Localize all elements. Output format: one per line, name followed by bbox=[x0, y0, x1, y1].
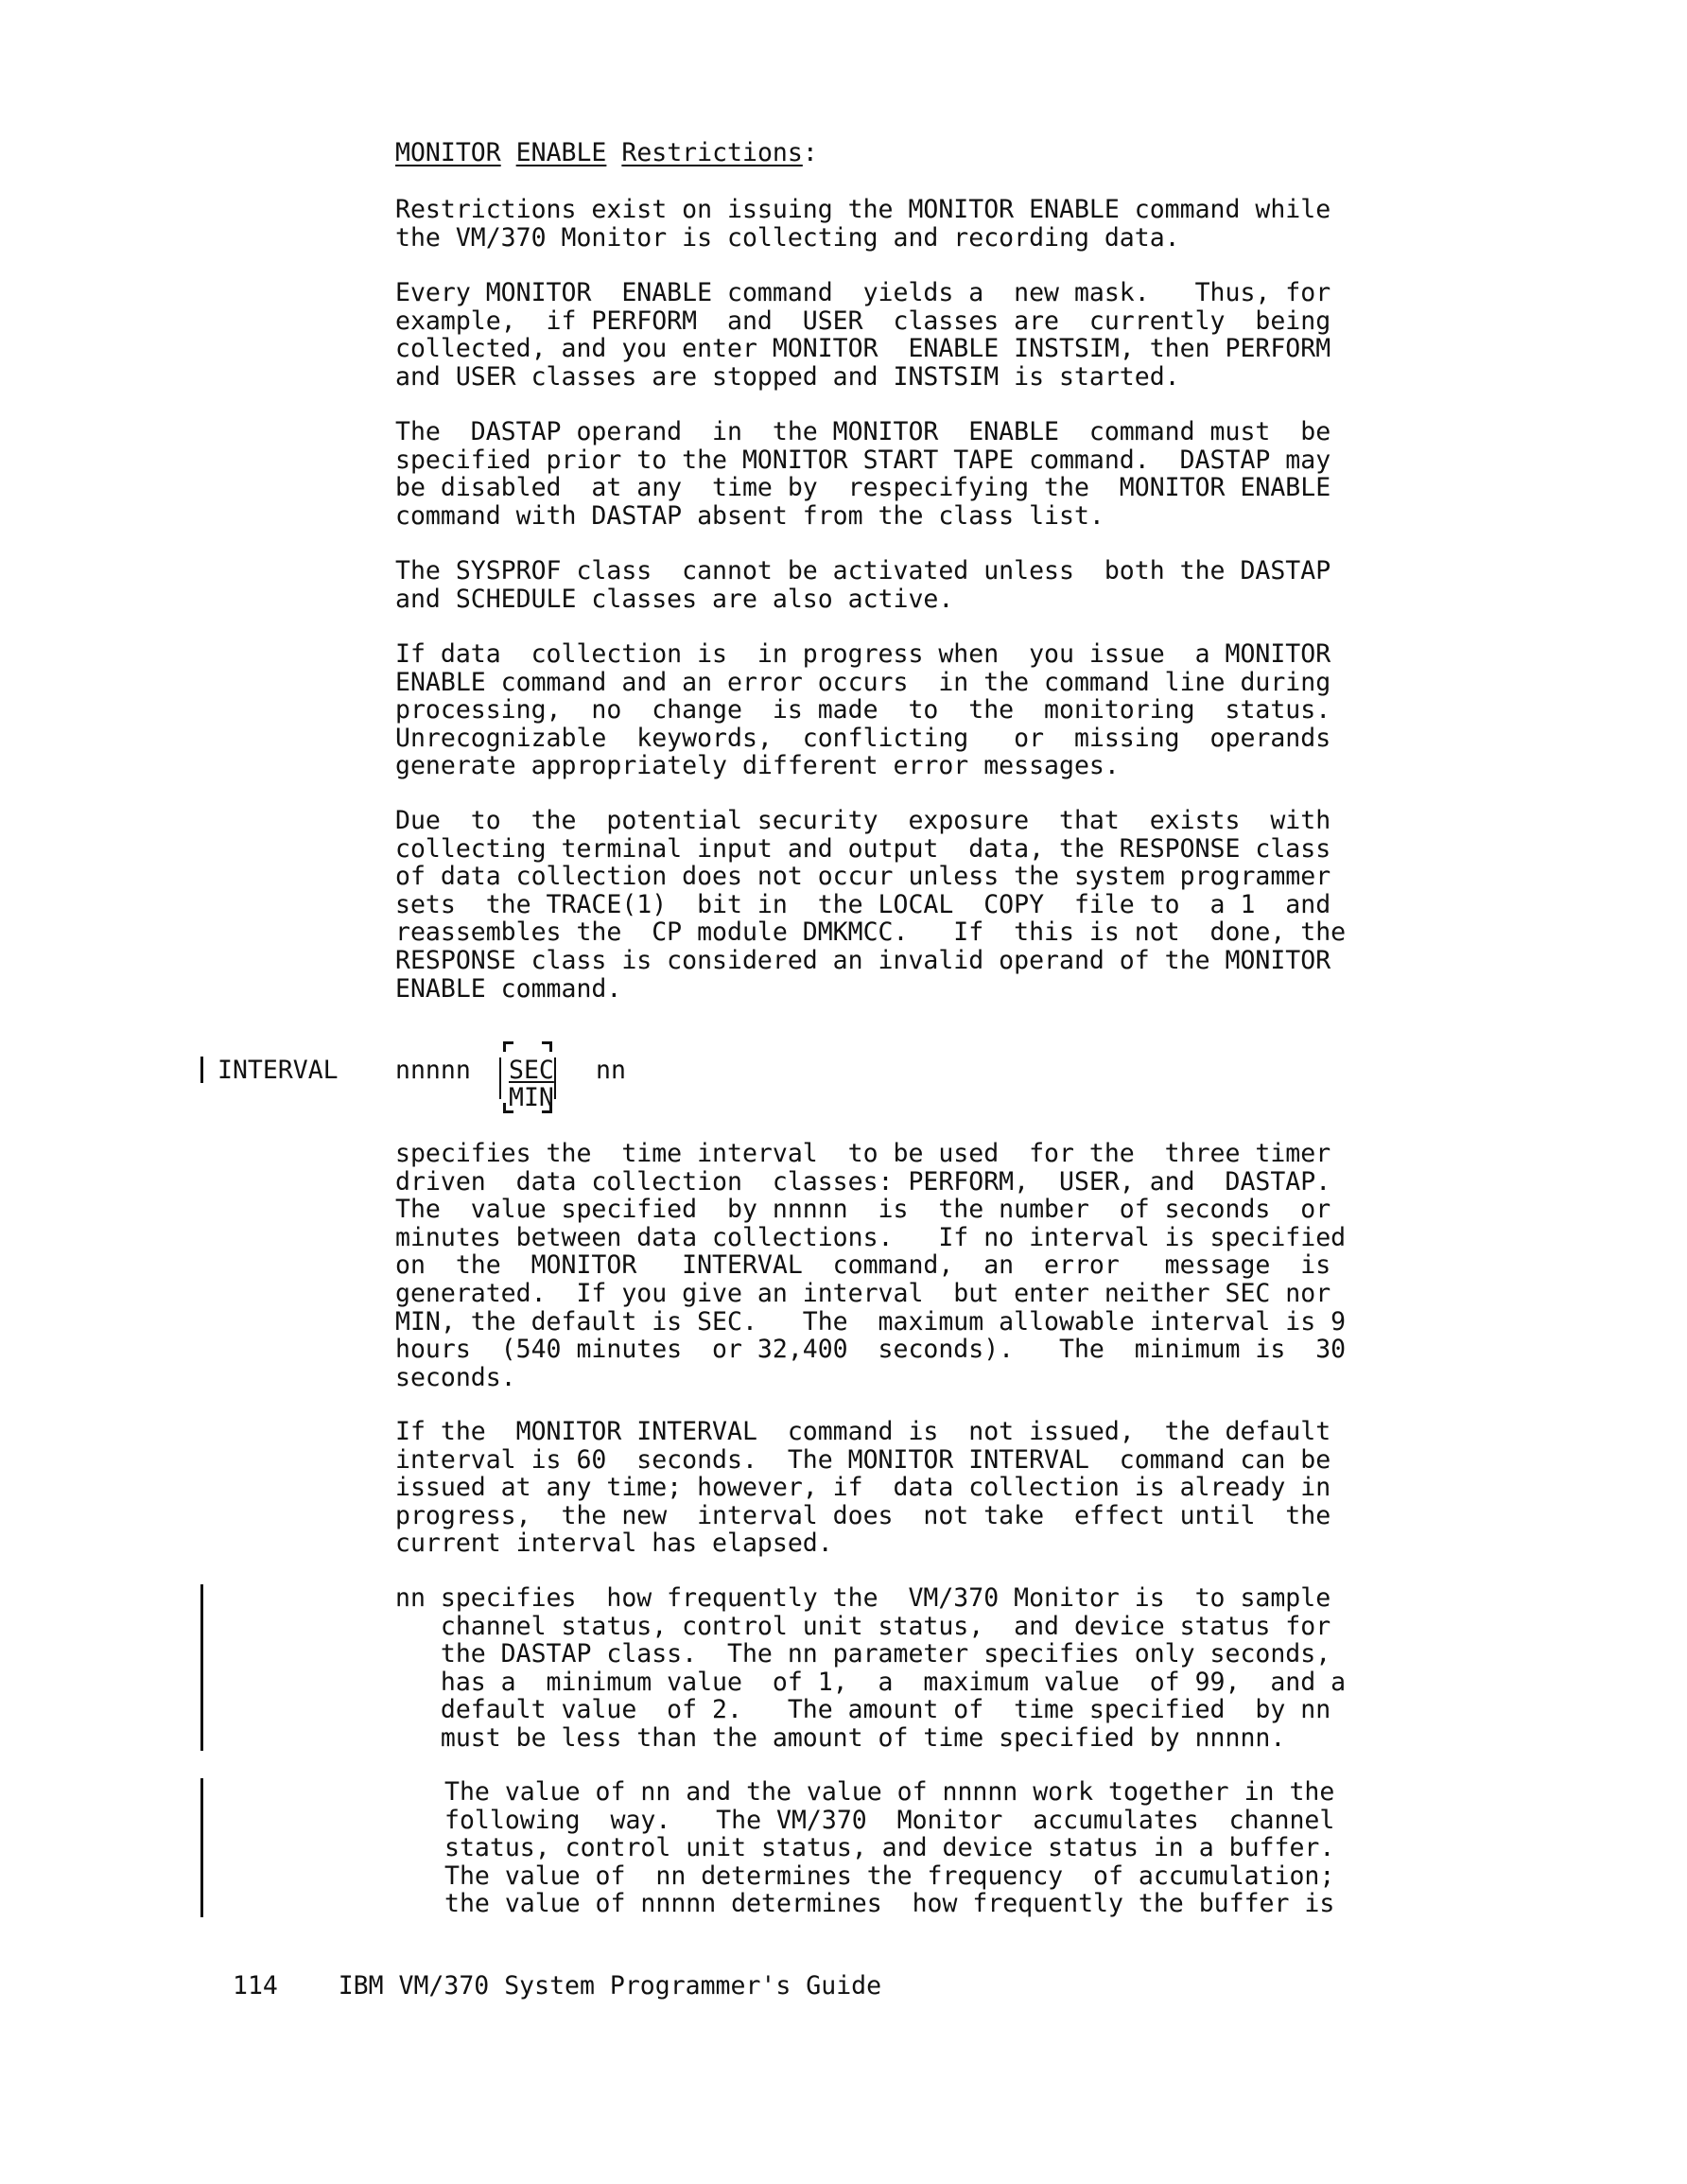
bracket-top-right bbox=[542, 1041, 552, 1052]
revision-bar bbox=[200, 1778, 203, 1917]
paragraph-nn-nnnnn-interaction: The value of nn and the value of nnnnn work together in the following way. The VM/370 Monitor accumulates channel status, control unit status, and device status in a buffer. The value of nn determines the frequency of accumulation; the value of nnnnn determines how frequently the buffer is bbox=[444, 1777, 1335, 1919]
paragraph-dastap-operand: The DASTAP operand in the MONITOR ENABLE command must be specified prior to the MONITOR START TAPE command. DASTAP may be disabled at any time by respecifying the MONITOR ENABLE command with DASTAP absent from the class list. bbox=[395, 417, 1331, 531]
section-heading bbox=[395, 139, 818, 167]
revision-bar bbox=[200, 1584, 203, 1751]
syntax-operand-nn: nn bbox=[596, 1056, 626, 1085]
revision-bar bbox=[200, 1057, 203, 1083]
heading-restrictions: Restrictions bbox=[621, 138, 803, 167]
heading-monitor: MONITOR bbox=[395, 138, 501, 167]
heading-colon: : bbox=[802, 138, 818, 167]
heading-enable: ENABLE bbox=[515, 138, 607, 167]
heading-space-2 bbox=[606, 138, 621, 167]
paragraph-new-mask: Every MONITOR ENABLE command yields a new mask. Thus, for example, if PERFORM and USER classes are currently being collected, and you enter MONITOR ENABLE INSTSIM, then PERFORM and USER classes are stopped and INSTSIM is started. bbox=[395, 278, 1331, 392]
bracket-top-left bbox=[503, 1041, 513, 1052]
book-title: IBM VM/370 System Programmer's Guide bbox=[338, 1971, 882, 2001]
page-footer bbox=[233, 1972, 881, 2001]
bracket-right-bar bbox=[554, 1057, 556, 1099]
page-number: 114 bbox=[233, 1971, 278, 2001]
syntax-option-min: MIN bbox=[509, 1083, 554, 1112]
heading-space-1 bbox=[501, 138, 516, 167]
paragraph-interval-default: If the MONITOR INTERVAL command is not issued, the default interval is 60 seconds. The MONITOR INTERVAL command can be issued at any time; however, if data collection is already in progress, the new interval does not take effect until the current interval has elapsed. bbox=[395, 1417, 1331, 1559]
syntax-operand-nnnnn: nnnnn bbox=[395, 1056, 471, 1085]
paragraph-error-handling: If data collection is in progress when you issue a MONITOR ENABLE command and an error occurs in the command line during processing, no change is made to the monitoring status. Unrecognizable keywords, conflicting or missing operands generate appropriately different error messages. bbox=[395, 639, 1331, 781]
paragraph-sysprof-class: The SYSPROF class cannot be activated unless both the DASTAP and SCHEDULE classes are also active. bbox=[395, 556, 1331, 614]
syntax-option-sec-default: SEC bbox=[509, 1056, 554, 1085]
paragraph-restrictions-intro: Restrictions exist on issuing the MONITOR ENABLE command while the VM/370 Monitor is collecting and recording data. bbox=[395, 195, 1331, 253]
bracket-left-bar bbox=[499, 1057, 501, 1099]
paragraph-nn-description: nn specifies how frequently the VM/370 Monitor is to sample channel status, control unit status, and device status for the DASTAP class. The nn parameter specifies only seconds, has a minimum value of 1, a maximum value of 99, and a default value of 2. The amount of time specified by nn must be less than the amount of time specified by nnnnn. bbox=[395, 1583, 1347, 1753]
operand-term-interval: INTERVAL bbox=[217, 1056, 339, 1085]
paragraph-response-class: Due to the potential security exposure that exists with collecting terminal input and output data, the RESPONSE class of data collection does not occur unless the system programmer sets the TRACE(1) bit in the LOCAL COPY file to a 1 and reassembles the CP module DMKMCC. If this is not done, the RESPONSE class is considered an invalid operand of the MONITOR ENABLE command. bbox=[395, 806, 1347, 1004]
paragraph-interval-description: specifies the time interval to be used for the three timer driven data collection classes: PERFORM, USER, and DASTAP. The value specified by nnnnn is the number of seconds or minutes between data collections. If no interval is specified on the MONITOR INTERVAL command, an error message is generated. If you give an interval but enter neither SEC nor MIN, the default is SEC. The maximum allowable interval is 9 hours (540 minutes or 32,400 seconds). The minimum is 30 seconds. bbox=[395, 1139, 1347, 1392]
